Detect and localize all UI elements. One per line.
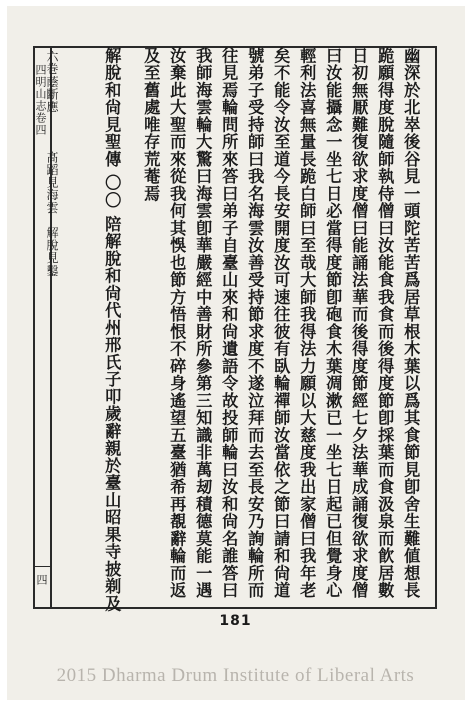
text-line-9: 我師海雲輪大驚曰海雲卽華嚴經中善財所參第三知識非萬刼積德莫能一遇 <box>193 47 213 599</box>
text-line-10: 汝棄此大聖而來從我何其悞也節方悟恨不碎身遙望五臺猶希再覩辭輪而返 <box>167 47 187 599</box>
text-line-2: 跪願得度脫隨師執侍僧曰汝能食我食而後得度節卽採葉而食汲泉而飮居數 <box>375 47 395 599</box>
margin-divider <box>33 566 52 567</box>
text-line-6: 矣不能令汝至道今長安開度汝可速往彼有臥輪禪師汝當依之節曰請和尙道 <box>271 47 291 599</box>
text-line-1: 幽深於北崒後谷見一頭陀苦苦爲居草根木葉以爲其食節見卽舍生難値想長 <box>401 47 421 599</box>
margin-page-mark: 四 <box>35 574 48 585</box>
text-line-5: 輕利法喜無量長跪白師曰至哉大師我得法力願以大慈度我出家僧曰我年老 <box>297 47 317 599</box>
text-line-7: 號弟子受持師曰我名海雲汝善受持節求度不遂泣拜而去至長安乃詢輪所而 <box>245 47 265 599</box>
text-line-12: 解脫和尙見聖傳 〇〇 陪解脫和尙代州邢氏子叩歲辭親於臺山昭果寺披剃及 <box>102 47 122 613</box>
page-number: 181 <box>219 613 252 629</box>
text-line-3: 日初無厭難復欲求度僧曰能誦法華而後得度節經七夕法華成誦復欲求度僧 <box>349 47 369 599</box>
text-line-8: 往見焉輪問所來答曰弟子自臺山來和尙遺語令故投師輪曰汝和尙名誰答曰 <box>219 47 239 599</box>
section-heading: 六巻蔭斷應 髙蹈見海雲 解脫見鑿 <box>45 50 59 277</box>
margin-book-title: 四明山志卷四 <box>34 64 47 136</box>
text-line-4: 曰汝能攝念一坐七日必當得度節卽砲食木葉凋漱已一坐七日起已但覺身心 <box>323 47 343 599</box>
watermark: 2015 Dharma Drum Institute of Liberal Arts <box>56 665 415 686</box>
text-line-11: 及至舊處唯存荒菴焉 <box>141 47 161 203</box>
